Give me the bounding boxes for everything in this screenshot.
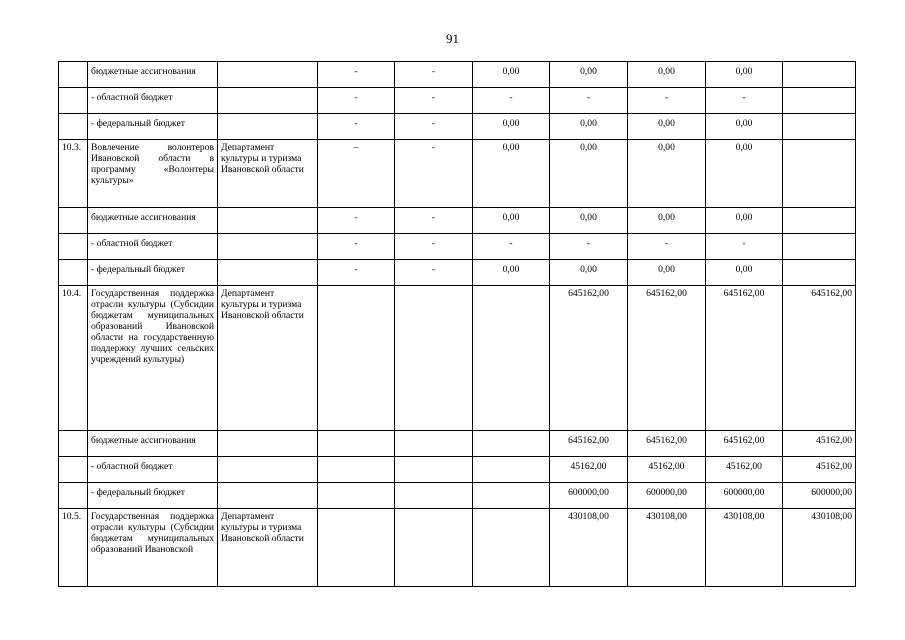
value-cell-3	[473, 286, 550, 431]
value-cell-4: 45162,00	[550, 457, 628, 483]
value-cell-4: 0,00	[550, 62, 628, 88]
value-cell-5: 0,00	[628, 114, 706, 140]
value-cell-3	[473, 431, 550, 457]
value-cell-3	[473, 457, 550, 483]
value-cell-6: 0,00	[706, 114, 783, 140]
row-label-cell: бюджетные ассигнования	[88, 62, 218, 88]
value-cell-2: -	[395, 114, 473, 140]
value-cell-5: 0,00	[628, 62, 706, 88]
table-row-measure	[59, 286, 856, 431]
row-number-cell: 10.3.	[59, 140, 88, 208]
value-cell-1: -	[318, 208, 395, 234]
row-number-cell: 10.4.	[59, 286, 88, 431]
value-cell-4: 645162,00	[550, 431, 628, 457]
value-cell-2: -	[395, 88, 473, 114]
value-cell-7: 600000,00	[783, 483, 856, 509]
value-cell-1	[318, 483, 395, 509]
table-row-budget	[59, 234, 856, 260]
value-cell-3: 0,00	[473, 260, 550, 286]
value-cell-6: 0,00	[706, 140, 783, 208]
value-cell-2	[395, 286, 473, 431]
value-cell-5: 45162,00	[628, 457, 706, 483]
row-label-cell: бюджетные ассигнования	[88, 431, 218, 457]
value-cell-4: -	[550, 88, 628, 114]
value-cell-5: -	[628, 234, 706, 260]
executor-cell	[218, 234, 318, 260]
row-label-cell: - областной бюджет	[88, 234, 218, 260]
value-cell-7: 45162,00	[783, 431, 856, 457]
row-number-cell	[59, 88, 88, 114]
value-cell-6: 645162,00	[706, 431, 783, 457]
value-cell-6: 600000,00	[706, 483, 783, 509]
value-cell-5: 0,00	[628, 208, 706, 234]
row-number-cell	[59, 457, 88, 483]
value-cell-6: 0,00	[706, 260, 783, 286]
value-cell-7: 430108,00	[783, 509, 856, 587]
value-cell-1	[318, 286, 395, 431]
value-cell-2	[395, 431, 473, 457]
value-cell-6: 0,00	[706, 208, 783, 234]
value-cell-7	[783, 140, 856, 208]
value-cell-4: 430108,00	[550, 509, 628, 587]
table-row-budget	[59, 457, 856, 483]
value-cell-4: 0,00	[550, 208, 628, 234]
value-cell-1: -	[318, 114, 395, 140]
executor-cell	[218, 260, 318, 286]
row-label-cell: Вовлечение волонтеров Ивановской области в программу «Волонтеры культуры»	[88, 140, 218, 208]
row-number-cell	[59, 260, 88, 286]
value-cell-1: -	[318, 260, 395, 286]
value-cell-6: 645162,00	[706, 286, 783, 431]
executor-cell: Департамент культуры и туризма Ивановской области	[218, 286, 318, 431]
table-row-budget	[59, 483, 856, 509]
row-number-cell	[59, 483, 88, 509]
value-cell-7: 645162,00	[783, 286, 856, 431]
table-row-budget	[59, 114, 856, 140]
value-cell-2	[395, 509, 473, 587]
row-number-cell	[59, 208, 88, 234]
executor-cell: Департамент культуры и туризма Ивановской области	[218, 509, 318, 587]
table-row-measure	[59, 509, 856, 587]
table-row-budget	[59, 260, 856, 286]
value-cell-3	[473, 509, 550, 587]
value-cell-4: -	[550, 234, 628, 260]
value-cell-6: 430108,00	[706, 509, 783, 587]
budget-table	[58, 61, 856, 587]
executor-cell	[218, 457, 318, 483]
value-cell-3: 0,00	[473, 140, 550, 208]
value-cell-1	[318, 431, 395, 457]
value-cell-1: –	[318, 140, 395, 208]
page-number: 91	[446, 31, 459, 46]
value-cell-3: -	[473, 88, 550, 114]
value-cell-1	[318, 509, 395, 587]
row-label-cell: Государственная поддержка отрасли культуры (Субсидии бюджетам муниципальных образований Ивановской	[88, 509, 218, 587]
value-cell-7	[783, 62, 856, 88]
executor-cell	[218, 88, 318, 114]
row-number-cell	[59, 234, 88, 260]
value-cell-5: -	[628, 88, 706, 114]
value-cell-1: -	[318, 234, 395, 260]
table-row-budget	[59, 62, 856, 88]
value-cell-5: 645162,00	[628, 431, 706, 457]
value-cell-7	[783, 88, 856, 114]
row-label-cell: бюджетные ассигнования	[88, 208, 218, 234]
value-cell-5: 430108,00	[628, 509, 706, 587]
value-cell-5: 0,00	[628, 140, 706, 208]
value-cell-2	[395, 483, 473, 509]
row-label-cell: - областной бюджет	[88, 457, 218, 483]
row-number-cell	[59, 62, 88, 88]
executor-cell	[218, 62, 318, 88]
value-cell-4: 0,00	[550, 140, 628, 208]
value-cell-5: 0,00	[628, 260, 706, 286]
row-number-cell	[59, 431, 88, 457]
value-cell-1: -	[318, 62, 395, 88]
value-cell-7	[783, 208, 856, 234]
executor-cell	[218, 208, 318, 234]
table-row-budget	[59, 88, 856, 114]
row-number-cell: 10.5.	[59, 509, 88, 587]
row-label-cell: Государственная поддержка отрасли культуры (Субсидии бюджетам муниципальных образований Ивановской области на государственную поддержку лучших сельских учреждений культуры)	[88, 286, 218, 431]
table-row-budget	[59, 431, 856, 457]
value-cell-3: 0,00	[473, 114, 550, 140]
value-cell-5: 600000,00	[628, 483, 706, 509]
value-cell-3: 0,00	[473, 62, 550, 88]
row-label-cell: - федеральный бюджет	[88, 483, 218, 509]
executor-cell	[218, 114, 318, 140]
value-cell-7	[783, 234, 856, 260]
value-cell-6: -	[706, 234, 783, 260]
value-cell-6: 0,00	[706, 62, 783, 88]
executor-cell: Департамент культуры и туризма Ивановской области	[218, 140, 318, 208]
value-cell-2: -	[395, 208, 473, 234]
value-cell-6: -	[706, 88, 783, 114]
value-cell-4: 600000,00	[550, 483, 628, 509]
value-cell-6: 45162,00	[706, 457, 783, 483]
row-label-cell: - областной бюджет	[88, 88, 218, 114]
row-label-cell: - федеральный бюджет	[88, 114, 218, 140]
executor-cell	[218, 431, 318, 457]
row-number-cell	[59, 114, 88, 140]
value-cell-5: 645162,00	[628, 286, 706, 431]
value-cell-7	[783, 114, 856, 140]
value-cell-1	[318, 457, 395, 483]
table-row-measure	[59, 140, 856, 208]
value-cell-2: -	[395, 140, 473, 208]
value-cell-4: 645162,00	[550, 286, 628, 431]
value-cell-1: -	[318, 88, 395, 114]
executor-cell	[218, 483, 318, 509]
value-cell-3: 0,00	[473, 208, 550, 234]
value-cell-7: 45162,00	[783, 457, 856, 483]
table-body	[59, 62, 856, 587]
value-cell-4: 0,00	[550, 260, 628, 286]
row-label-cell: - федеральный бюджет	[88, 260, 218, 286]
value-cell-2: -	[395, 234, 473, 260]
value-cell-2: -	[395, 260, 473, 286]
value-cell-2: -	[395, 62, 473, 88]
value-cell-4: 0,00	[550, 114, 628, 140]
value-cell-7	[783, 260, 856, 286]
value-cell-3	[473, 483, 550, 509]
value-cell-3: -	[473, 234, 550, 260]
value-cell-2	[395, 457, 473, 483]
table-row-budget	[59, 208, 856, 234]
